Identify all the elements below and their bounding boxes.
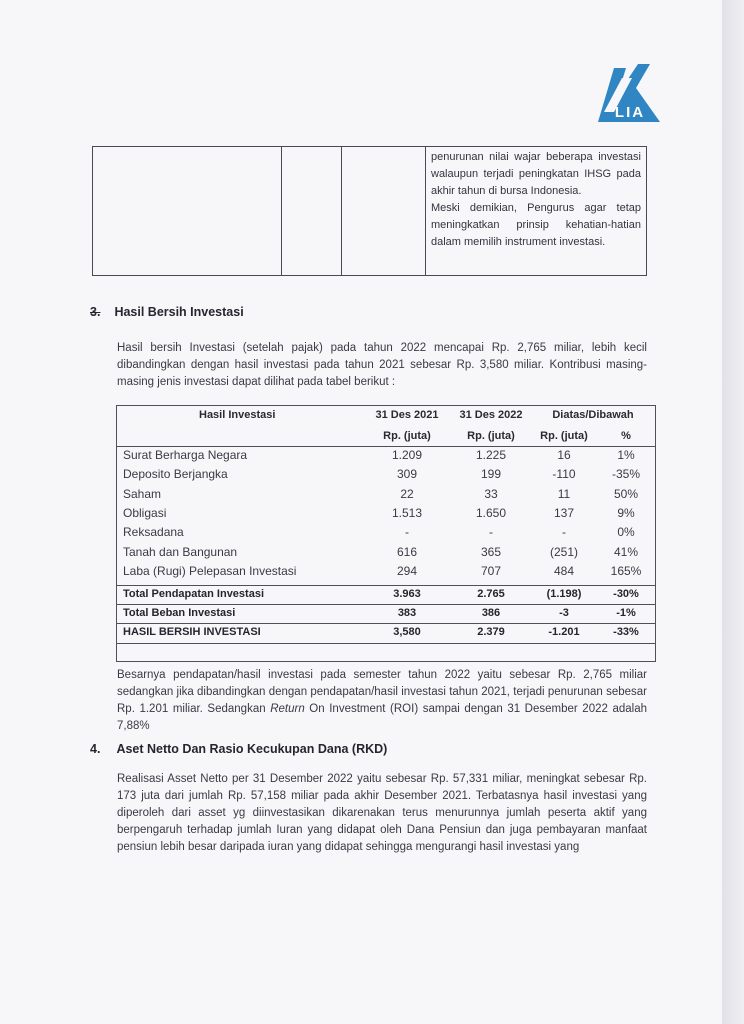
subheader-pct: %: [621, 430, 631, 442]
cell-2022: 33: [484, 486, 498, 501]
cell-pct: 165%: [610, 563, 642, 578]
cell-2021: 1.209: [391, 448, 423, 462]
cell-2021: 616: [396, 544, 418, 559]
after-table-text-2: On Investment (ROI) sampai dengan 31 Desember 2022 adalah 7,88%: [117, 703, 647, 732]
cell-diff: -3: [559, 607, 569, 620]
cell-diff: 484: [553, 563, 575, 578]
cell-2021: 309: [396, 467, 418, 482]
section-4-body: Realisasi Asset Netto per 31 Desember 2022 yaitu sebesar Rp. 57,331 miliar, meningkat sebesar Rp. 173 juta dari jumlah Rp. 57,158 miliar pada akhir Desember 2021. Terbatasnya hasil investasi yang diperoleh dari asset yg diinvestasikan dikarenakan terus menurunnya jumlah peserta aktif yang berpengaruh terhadap jumlah Iuran yang didapat oleh Dana Pensiun dan juga pembayaran manfaat pensiun lebih besar daripada iuran yang didapat sehingga mengurangi hasil investasi yang: [117, 773, 647, 853]
after-table-em: Return: [270, 703, 305, 715]
cell-pct: 50%: [613, 486, 639, 501]
cell-2021: 3,580: [393, 626, 421, 639]
row-label: Laba (Rugi) Pelepasan Investasi: [123, 563, 297, 578]
cell-2021: 22: [400, 486, 414, 501]
subheader-2021: Rp. (juta): [383, 430, 431, 442]
cell-pct: 9%: [617, 505, 635, 520]
section-4-title: Aset Netto Dan Rasio Kecukupan Dana (RKD): [116, 742, 388, 756]
cell-text-2: Meski demikian, Pengurus agar tetap meningkatkan prinsip kehatian-hatian dalam memilih instrument investasi.: [431, 202, 641, 248]
cell-diff: -110: [552, 467, 576, 482]
cell-diff: (251): [549, 544, 578, 559]
section-3-number: 3.: [90, 305, 101, 319]
cell-pct: -1%: [616, 607, 636, 620]
cell-pct: 1%: [617, 448, 635, 462]
cell-pct: -35%: [611, 467, 640, 482]
cell-2022: 2.765: [477, 588, 505, 601]
row-label: Tanah dan Bangunan: [123, 544, 238, 559]
cell-diff: -: [562, 525, 566, 540]
cell-2022: 386: [481, 607, 501, 620]
cell-2022: 199: [480, 467, 502, 482]
row-label: Obligasi: [123, 505, 167, 520]
cell-2022: -: [489, 525, 493, 540]
header-2022: 31 Des 2022: [459, 409, 523, 421]
row-label: Total Pendapatan Investasi: [123, 588, 265, 601]
header-2021: 31 Des 2021: [375, 409, 439, 421]
cell-2022: 707: [480, 563, 502, 578]
investment-table: [116, 405, 656, 662]
row-label: Deposito Berjangka: [123, 467, 228, 482]
section-4-number: 4.: [90, 742, 101, 756]
cell-pct: 41%: [613, 544, 639, 559]
section-4-heading: [90, 742, 387, 756]
cell-diff: -1.201: [548, 626, 580, 639]
scan-edge: [722, 0, 744, 1024]
section-3-intro: Hasil bersih Investasi (setelah pajak) pada tahun 2022 mencapai Rp. 2,765 miliar, lebih kecil dibandingkan dengan hasil investasi pada tahun 2021 sebesar Rp. 3,580 miliar. Kontribusi masing-masing jenis investasi dapat dilihat pada tabel berikut :: [117, 342, 647, 388]
row-label: Total Beban Investasi: [123, 607, 236, 620]
section-3-title: Hasil Bersih Investasi: [114, 305, 244, 319]
cell-pct: 0%: [617, 525, 635, 540]
cell-diff: 16: [557, 448, 571, 462]
after-table-text-1: Besarnya pendapatan/hasil investasi pada semester tahun 2022 yaitu sebesar Rp. 2,765 miliar sedangkan jika dibandingkan dengan pendapatan/hasil investasi tahun 2021, terjadi penurunan sebesar Rp. 1.201 miliar. Sedangkan: [117, 669, 647, 715]
subheader-2022: Rp. (juta): [467, 430, 515, 442]
row-label: Reksadana: [123, 525, 184, 540]
row-label: Saham: [123, 486, 162, 501]
cell-text-1: penurunan nilai wajar beberapa investasi walaupun terjadi peningkatan IHSG pada akhir tahun di bursa Indonesia.: [431, 151, 641, 197]
header-diff: Diatas/Dibawah: [552, 409, 634, 421]
cell-pct: -30%: [613, 588, 639, 601]
continuation-cell: [431, 149, 641, 251]
cell-2022: 2.379: [477, 626, 505, 639]
cell-2022: 1.650: [475, 505, 507, 520]
cell-diff: 137: [553, 505, 575, 520]
cell-2021: 3.963: [393, 588, 421, 601]
cell-diff: 11: [557, 486, 571, 501]
logo-text: LIA: [614, 104, 646, 121]
subheader-diff: Rp. (juta): [540, 430, 588, 442]
cell-2021: 383: [397, 607, 417, 620]
after-table-paragraph: [117, 667, 647, 735]
cell-2021: 1.513: [391, 505, 423, 520]
cell-2021: -: [405, 525, 409, 540]
cell-2022: 365: [480, 544, 502, 559]
cell-2021: 294: [396, 563, 418, 578]
continuation-table: [92, 146, 647, 276]
cell-pct: -33%: [613, 626, 639, 639]
row-label: HASIL BERSIH INVESTASI: [123, 626, 261, 639]
row-label: Surat Berharga Negara: [123, 448, 248, 462]
section-3-heading: [90, 305, 244, 319]
cell-2022: 1.225: [475, 448, 507, 462]
header-label: Hasil Investasi: [199, 409, 276, 421]
cell-diff: (1.198): [546, 588, 582, 601]
